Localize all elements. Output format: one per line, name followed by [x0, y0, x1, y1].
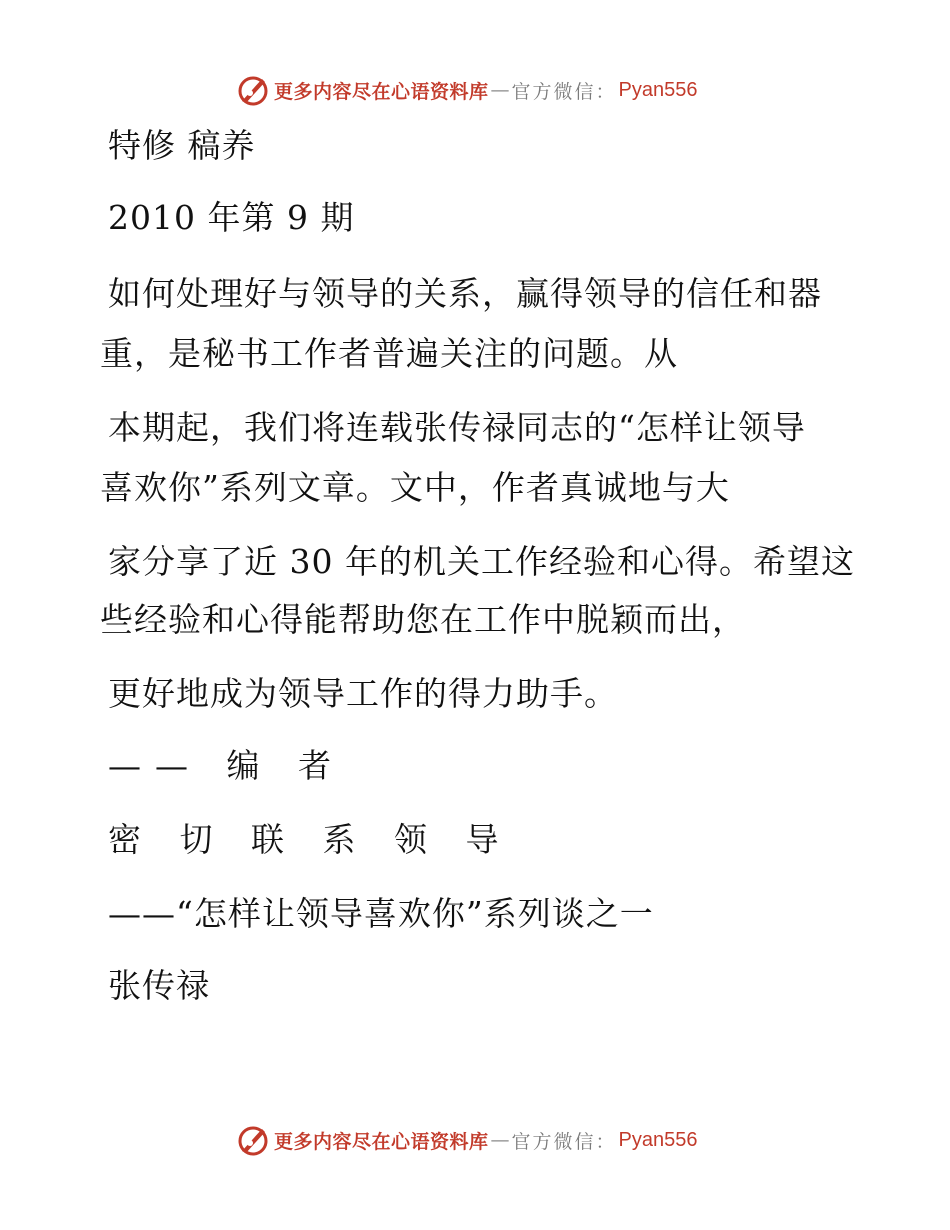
red-quill-seal-icon: [236, 73, 270, 107]
article-subtitle: ——“怎样让领导喜欢你”系列谈之一: [108, 894, 654, 933]
banner-handle: Pyan556: [618, 78, 698, 101]
editor-signature: —— 编 者: [108, 746, 345, 785]
header-banner: [236, 72, 698, 108]
doc-line-1: 特修 稿养: [108, 126, 256, 165]
doc-line-2: 2010 年第 9 期: [108, 198, 355, 237]
article-author: 张传禄: [108, 966, 210, 1005]
banner-separator: —: [490, 79, 510, 101]
banner-text: 更多内容尽在心语资料库: [274, 80, 489, 103]
banner-handle: Pyan556: [618, 1128, 698, 1151]
doc-line-4: 重，是秘书工作者普遍关注的问题。从: [100, 334, 678, 373]
doc-line-3: 如何处理好与领导的关系，赢得领导的信任和器: [108, 274, 822, 313]
red-quill-seal-icon: [236, 1123, 270, 1157]
banner-separator: —: [490, 1129, 510, 1151]
banner-official-label: 官方微信：: [511, 1130, 617, 1153]
footer-banner: [236, 1122, 698, 1158]
doc-line-5: 本期起，我们将连载张传禄同志的“怎样让领导: [108, 408, 806, 447]
article-title: 密 切 联 系 领 导: [108, 820, 513, 859]
banner-text: 更多内容尽在心语资料库: [274, 1130, 489, 1153]
doc-line-7: 家分享了近 30 年的机关工作经验和心得。希望这: [108, 542, 855, 581]
doc-line-6: 喜欢你”系列文章。文中，作者真诚地与大: [100, 468, 730, 507]
banner-official-label: 官方微信：: [511, 80, 617, 103]
doc-line-8: 些经验和心得能帮助您在工作中脱颖而出，: [100, 600, 746, 639]
doc-line-9: 更好地成为领导工作的得力助手。: [108, 674, 618, 713]
